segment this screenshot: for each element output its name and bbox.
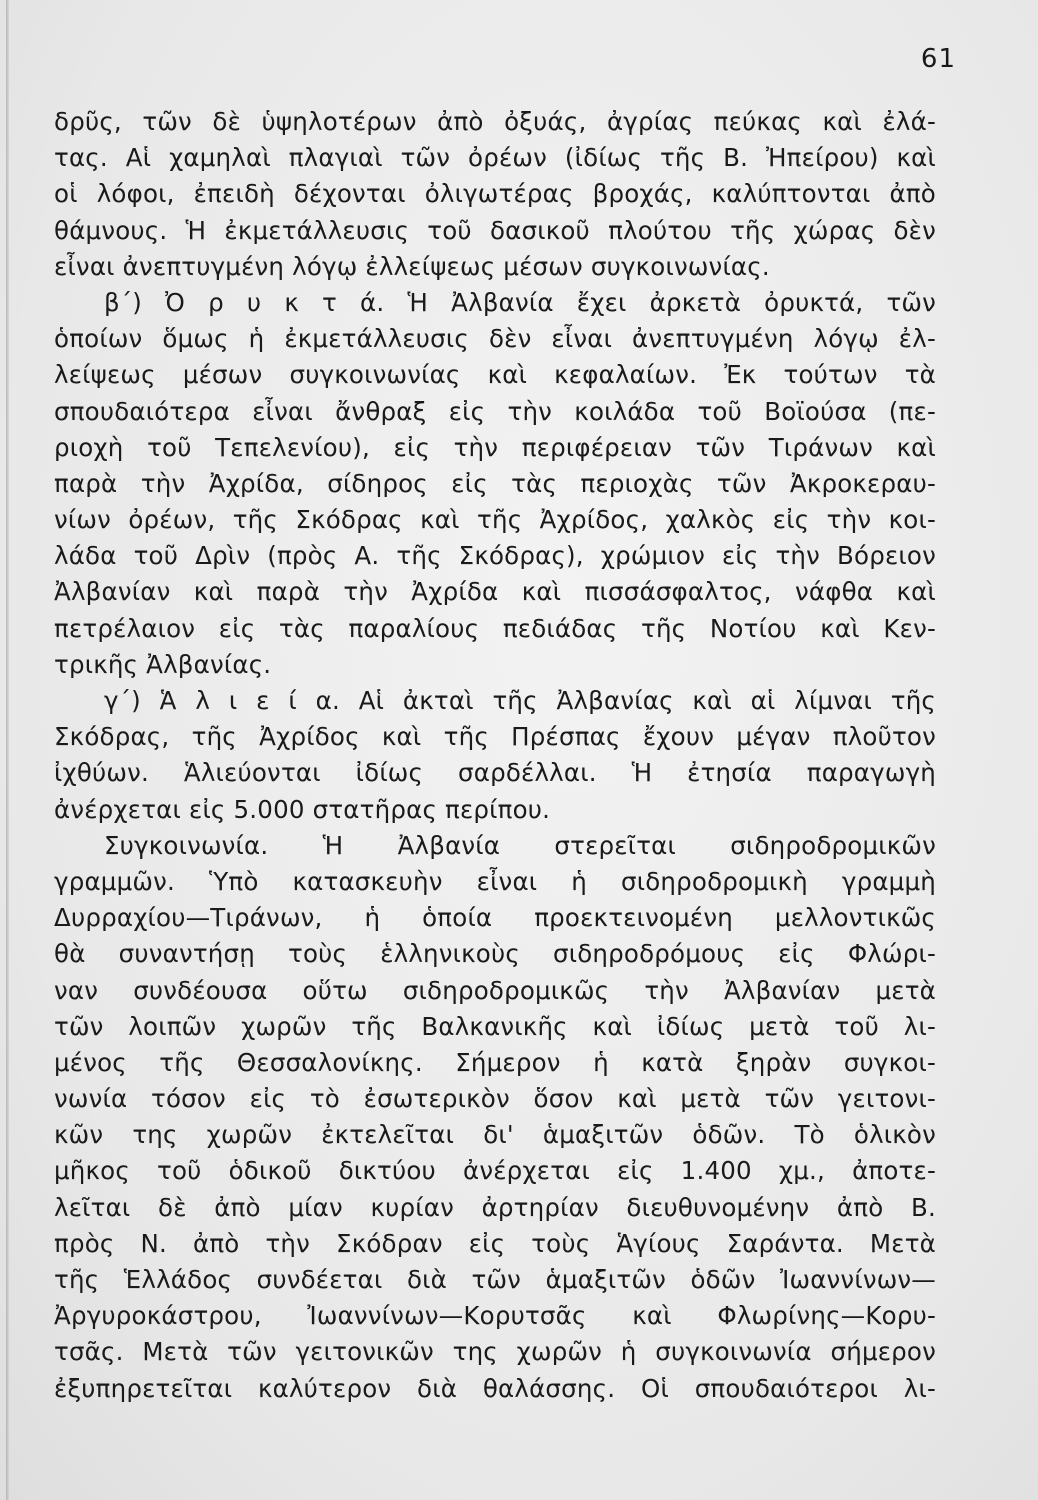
page-binding-edge [6,0,9,1500]
text-line: ναν συνδέουσα οὕτω σιδηροδρομικῶς τὴν Ἀλβανίαν μετὰ [54,975,936,1005]
text-line: μένος τῆς Θεσσαλονίκης. Σήμερον ἡ κατὰ ξηρὰν συγκοι- [54,1047,936,1077]
text-line: γ΄) Ἁ λ ι ε ί α. Αἱ ἀκταὶ τῆς Ἀλβανίας καὶ αἱ λίμναι τῆς [104,686,936,715]
text-line: Σκόδρας, τῆς Ἀχρίδος καὶ τῆς Πρέσπας ἔχουν μέγαν πλοῦτον [54,722,936,752]
text-line: γραμμῶν. Ὑπὸ κατασκευὴν εἶναι ἡ σιδηροδρομικὴ γραμμὴ [54,866,936,896]
text-line: μῆκος τοῦ ὁδικοῦ δικτύου ἀνέρχεται εἰς 1.400 χμ., ἀποτε- [54,1156,936,1186]
text-line: θάμνους. Ἡ ἐκμετάλλευσις τοῦ δασικοῦ πλούτου τῆς χώρας δὲν [54,215,936,245]
text-line: τῆς Ἑλλάδος συνδέεται διὰ τῶν ἁμαξιτῶν ὁδῶν Ἰωαννίνων— [54,1265,936,1294]
text-line: λείψεως μέσων συγκοινωνίας καὶ κεφαλαίων. Ἐκ τούτων τὰ [54,360,936,390]
text-line: ἰχθύων. Ἁλιεύονται ἰδίως σαρδέλλαι. Ἡ ἐτησία παραγωγὴ [54,758,936,788]
text-line: β΄) Ὀ ρ υ κ τ ά. Ἡ Ἀλβανία ἔχει ἀρκετὰ ὀρυκτά, τῶν [104,287,936,317]
text-line: Συγκοινωνία. Ἡ Ἀλβανία στερεῖται σιδηροδρομικῶν [104,830,936,860]
text-line: σπουδαιότερα εἶναι ἄνθραξ εἰς τὴν κοιλάδα τοῦ Βοϊούσα (πε- [54,396,936,426]
text-line: ἐξυπηρετεῖται καλύτερον διὰ θαλάσσης. Οἱ σπουδαιότεροι λι- [54,1373,936,1403]
text-line: θὰ συναντήσῃ τοὺς ἑλληνικοὺς σιδηροδρόμους εἰς Φλώρι- [54,939,936,969]
text-line: τρικῆς Ἀλβανίας. [54,649,272,679]
text-line: ὁποίων ὅμως ἡ ἐκμετάλλευσις δὲν εἶναι ἀνεπτυγμένη λόγῳ ἐλ- [54,324,936,354]
text-line: πετρέλαιον εἰς τὰς παραλίους πεδιάδας τῆς Νοτίου καὶ Κεν- [54,613,936,643]
text-line: οἱ λόφοι, ἐπειδὴ δέχονται ὀλιγωτέρας βροχάς, καλύπτονται ἀπὸ [54,179,936,209]
text-line: νίων ὀρέων, τῆς Σκόδρας καὶ τῆς Ἀχρίδος, χαλκὸς εἰς τὴν κοι- [54,505,936,535]
text-line: τσᾶς. Μετὰ τῶν γειτονικῶν της χωρῶν ἡ συγκοινωνία σήμερον [54,1337,936,1367]
text-line: τῶν λοιπῶν χωρῶν τῆς Βαλκανικῆς καὶ ἰδίως μετὰ τοῦ λι- [54,1011,936,1041]
text-line: εἶναι ἀνεπτυγμένη λόγῳ ἐλλείψεως μέσων συγκοινωνίας. [54,251,770,281]
text-line: ἀνέρχεται εἰς 5.000 στατῆρας περίπου. [54,794,551,824]
text-line: τας. Αἱ χαμηλαὶ πλαγιαὶ τῶν ὀρέων (ἰδίως τῆς Β. Ἠπείρου) καὶ [54,143,936,173]
text-line: λεῖται δὲ ἀπὸ μίαν κυρίαν ἀρτηρίαν διευθυνομένην ἀπὸ Β. [54,1192,936,1222]
text-line: παρὰ τὴν Ἀχρίδα, σίδηρος εἰς τὰς περιοχὰς τῶν Ἀκροκεραυ- [54,468,936,498]
text-line: νωνία τόσον εἰς τὸ ἐσωτερικὸν ὅσον καὶ μετὰ τῶν γειτονι- [54,1084,936,1114]
text-line: δρῦς, τῶν δὲ ὑψηλοτέρων ἀπὸ ὀξυάς, ἀγρίας πεύκας καὶ ἐλά- [54,107,936,136]
text-line: ριοχὴ τοῦ Τεπελενίου), εἰς τὴν περιφέρειαν τῶν Τιράνων καὶ [54,432,936,462]
text-line: πρὸς Ν. ἀπὸ τὴν Σκόδραν εἰς τοὺς Ἁγίους Σαράντα. Μετὰ [54,1228,936,1258]
text-line: Ἀλβανίαν καὶ παρὰ τὴν Ἀχρίδα καὶ πισσάσφαλτος, νάφθα καὶ [54,577,936,607]
text-line: λάδα τοῦ Δρὶν (πρὸς Α. τῆς Σκόδρας), χρώμιον εἰς τὴν Βόρειον [54,541,936,571]
text-line: κῶν της χωρῶν ἐκτελεῖται δι' ἁμαξιτῶν ὁδῶν. Τὸ ὁλικὸν [54,1120,936,1150]
body-text [54,104,936,1407]
page-number: 61 [920,44,956,74]
text-line: Δυρραχίου—Τιράνων, ἡ ὁποία προεκτεινομένη μελλοντικῶς [54,903,936,933]
text-line: Ἀργυροκάστρου, Ἰωαννίνων—Κορυτσᾶς καὶ Φλωρίνης—Κορυ- [54,1301,936,1331]
